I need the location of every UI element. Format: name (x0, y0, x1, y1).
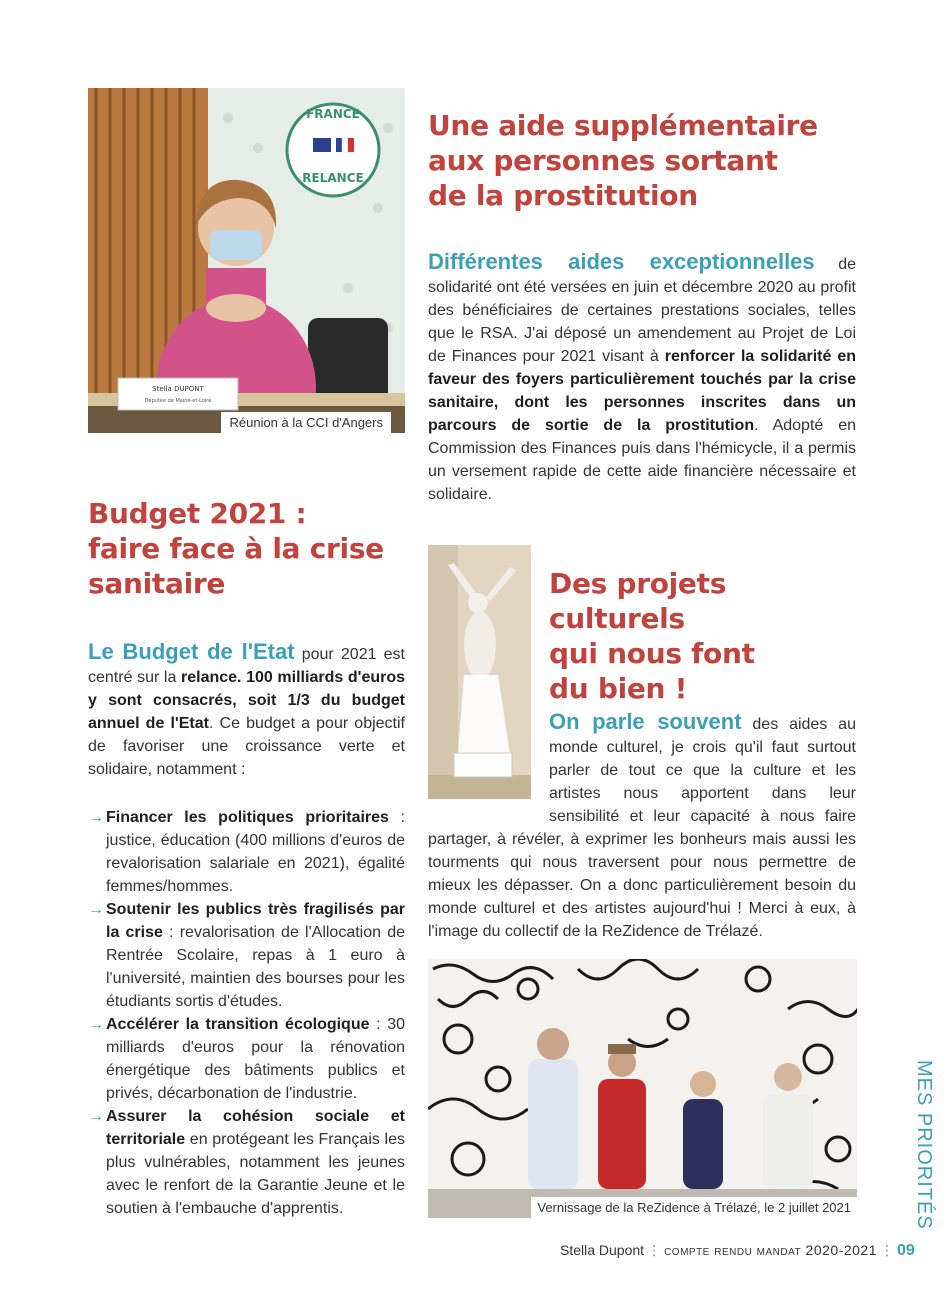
aide-title-line-2: aux personnes sortant (428, 144, 778, 177)
svg-text:Députée de Maine-et-Loire: Députée de Maine-et-Loire (144, 398, 212, 404)
footer-document-title: compte rendu mandat 2020-2021 (664, 1242, 877, 1258)
svg-text:FRANCE: FRANCE (306, 107, 360, 121)
svg-text:RELANCE: RELANCE (302, 171, 364, 185)
bullet-4-text: en protégeant les Français les plus vulnérables, notamment les jeunes avec le renfort de la Garantie Jeune et le soutien à l'embauche d'apprentis. (106, 1131, 405, 1217)
budget-text-1: pour 2021 est centré sur la (88, 646, 406, 686)
cci-meeting-photo (88, 88, 405, 433)
list-item (88, 1105, 405, 1220)
vernissage-illustration (428, 959, 857, 1218)
arrow-right-icon: → (88, 1016, 104, 1033)
cci-meeting-illustration (88, 88, 405, 433)
footer-separator: ⋮ (880, 1242, 894, 1258)
section-side-label: MES PRIORITÉS (913, 1060, 935, 1230)
budget-lead: Le Budget de l'Etat (88, 639, 295, 664)
budget-bold-1: relance. 100 milliards d'euros y sont consacrés, soit 1/3 du budget annuel de l'Etat (88, 669, 406, 732)
culture-title-line-1: Des projets culturels (549, 567, 727, 635)
bullet-1-text: : justice, éducation (400 millions d'euros de revalorisation salariale en 2021), égalité femmes/hommes. (106, 809, 406, 895)
aide-text-2: . Adopté en Commission des Finances puis dans l'hémicycle, il a permis un versement rapide de cette aide financière nécessaire et solidaire. (428, 417, 856, 503)
vernissage-photo (428, 959, 857, 1218)
bullet-4-bold: Assurer la cohésion sociale et territoriale (106, 1108, 405, 1148)
list-item (88, 806, 405, 898)
budget-title-line-1: Budget 2021 : (88, 497, 307, 530)
culture-section-title (549, 566, 869, 706)
arrow-right-icon: → (88, 809, 104, 826)
budget-title-line-3: sanitaire (88, 567, 226, 600)
list-item (88, 1013, 405, 1105)
culture-title-line-3: du bien ! (549, 672, 688, 705)
aide-section-title (428, 108, 868, 213)
aide-title-line-3: de la prostitution (428, 179, 698, 212)
budget-title-line-2: faire face à la crise (88, 532, 384, 565)
cci-photo-caption: Réunion à la CCI d'Angers (221, 412, 391, 433)
bullet-1-bold: Financer les politiques prioritaires (106, 809, 389, 826)
vernissage-photo-caption: Vernissage de la ReZidence à Trélazé, le 2 juillet 2021 (531, 1197, 857, 1218)
aide-bold-1: renforcer la solidarité en faveur des foyers particulièrement touchés par la crise sanitaire, dont les personnes inscrites dans un parcours de sortie de la prostitution (428, 348, 857, 434)
aide-title-line-1: Une aide supplémentaire (428, 109, 818, 142)
aide-text-1: de solidarité ont été versées en juin et décembre 2020 au profit des bénéficiaires de certaines prestations sociales, telles que le RSA. J'ai déposé un amendement au Projet de Loi de Finances pour 2021 visant à (428, 256, 856, 365)
bullet-3-bold: Accélérer la transition écologique (106, 1016, 370, 1033)
aide-lead: Différentes aides exceptionnelles (428, 249, 815, 274)
bullet-2-text: : revalorisation de l'Allocation de Rentrée Scolaire, repas à 1 euro à l'université, maintien des bourses pour les étudiants sortis d'études. (106, 924, 406, 1010)
budget-text-2: . Ce budget a pour objectif de favoriser une croissance verte et solidaire, notamment : (88, 715, 405, 778)
page-number: 09 (897, 1242, 915, 1259)
svg-text:Stella DUPONT: Stella DUPONT (152, 385, 204, 393)
text-wrap-spacer (428, 710, 549, 828)
culture-title-line-2: qui nous font (549, 637, 755, 670)
aide-section-text (428, 250, 856, 506)
budget-section-text (88, 640, 405, 781)
footer-separator: ⋮ (647, 1242, 662, 1258)
budget-section-title (88, 496, 408, 601)
culture-text-1: des aides au monde culturel, je crois qu'il faut surtout parler de tout ce que la culture et les artistes nous apportent dans leur sensibilité et leur capacité à nous faire partager, à révéler, à exprimer les bonheurs mais aussi les tourments qui nous traversent pour nous permettre de mieux les dépasser. On a donc particulièrement besoin du monde culturel et des artistes aujourd'hui ! Merci à eux, à l'image du collectif de la ReZidence de Trélazé. (428, 716, 856, 940)
bullet-2-bold: Soutenir les publics très fragilisés par la crise (106, 901, 405, 941)
list-item (88, 898, 405, 1013)
page-footer (560, 1242, 915, 1260)
footer-author: Stella Dupont (560, 1242, 645, 1258)
culture-lead: On parle souvent (549, 709, 742, 734)
arrow-right-icon: → (88, 1108, 104, 1125)
bullet-3-text: : 30 milliards d'euros pour la rénovation énergétique des bâtiments publics et privés, décarbonation de l'industrie. (106, 1016, 406, 1102)
budget-priorities-list (88, 806, 405, 1220)
culture-section-text (428, 710, 856, 943)
arrow-right-icon: → (88, 901, 104, 918)
